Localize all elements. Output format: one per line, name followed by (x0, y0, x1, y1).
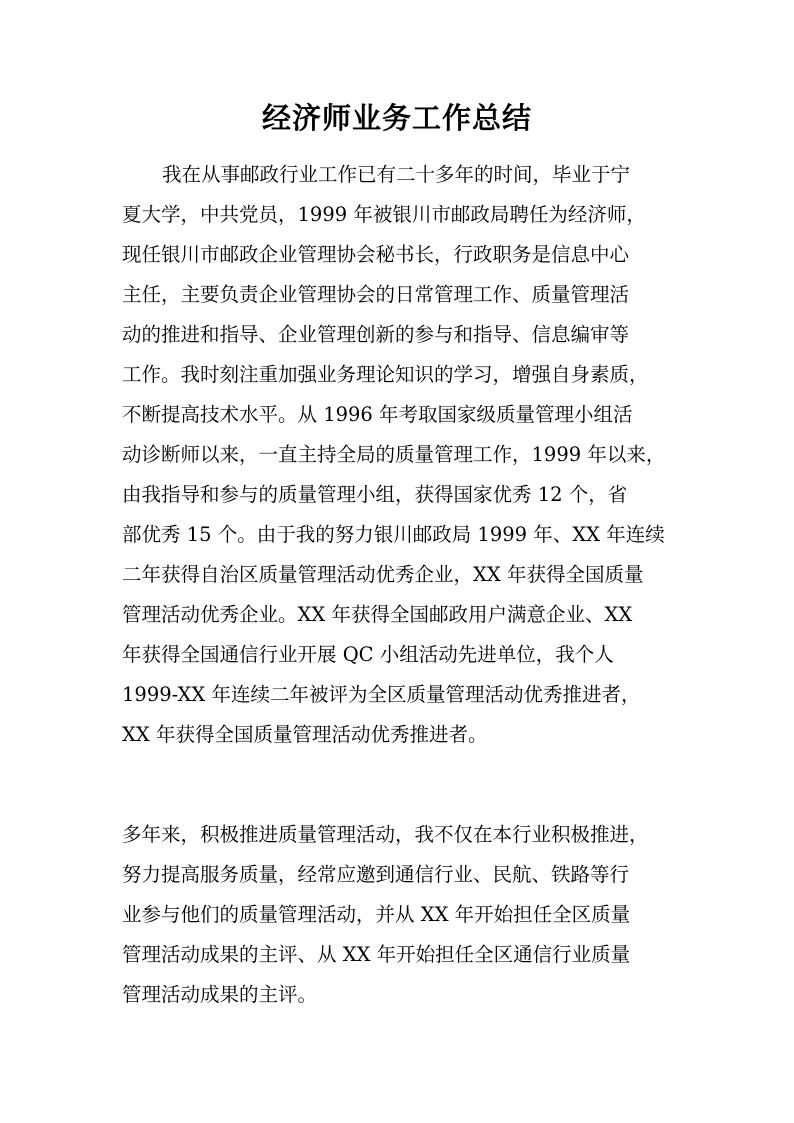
paragraph-line: 管理活动优秀企业。XX 年获得全国邮政用户满意企业、XX (122, 603, 633, 626)
paragraph-line: 工作。我时刻注重加强业务理论知识的学习，增强自身素质， (122, 363, 649, 386)
paragraph-line: 1999-XX 年连续二年被评为全区质量管理活动优秀推进者， (122, 683, 641, 706)
paragraph-line: 业参与他们的质量管理活动，并从 XX 年开始担任全区质量 (122, 903, 631, 926)
paragraph-line: 动诊断师以来，一直主持全局的质量管理工作，1999 年以来， (122, 443, 666, 466)
paragraph-line: XX 年获得全国质量管理活动优秀推进者。 (122, 723, 488, 746)
paragraph-line: 主任，主要负责企业管理协会的日常管理工作、质量管理活 (122, 283, 630, 306)
paragraph-line: 管理活动成果的主评。 (122, 983, 318, 1006)
paragraph-line: 我在从事邮政行业工作已有二十多年的时间，毕业于宁 (162, 163, 631, 186)
paragraph-line: 部优秀 15 个。由于我的努力银川邮政局 1999 年、XX 年连续 (122, 523, 665, 546)
paragraph-line: 管理活动成果的主评、从 XX 年开始担任全区通信行业质量 (122, 943, 631, 966)
paragraph-line: 由我指导和参与的质量管理小组，获得国家优秀 12 个，省 (122, 483, 628, 506)
paragraph-line: 努力提高服务质量，经常应邀到通信行业、民航、铁路等行 (122, 863, 630, 886)
paragraph-line: 年获得全国通信行业开展 QC 小组活动先进单位，我个人 (122, 643, 614, 666)
paragraph-line: 多年来，积极推进质量管理活动，我不仅在本行业积极推进， (122, 823, 649, 846)
paragraph-2 (122, 815, 678, 1015)
paragraph-line: 不断提高技术水平。从 1996 年考取国家级质量管理小组活 (122, 403, 633, 426)
paragraph-line: 动的推进和指导、企业管理创新的参与和指导、信息编审等 (122, 323, 630, 346)
paragraph-line: 二年获得自治区质量管理活动优秀企业，XX 年获得全国质量 (122, 563, 644, 586)
paragraph-line: 夏大学，中共党员，1999 年被银川市邮政局聘任为经济师， (122, 203, 646, 226)
paragraph-1 (122, 155, 678, 755)
paragraph-line: 现任银川市邮政企业管理协会秘书长，行政职务是信息中心 (122, 243, 630, 266)
document-title: 经济师业务工作总结 (261, 101, 532, 135)
